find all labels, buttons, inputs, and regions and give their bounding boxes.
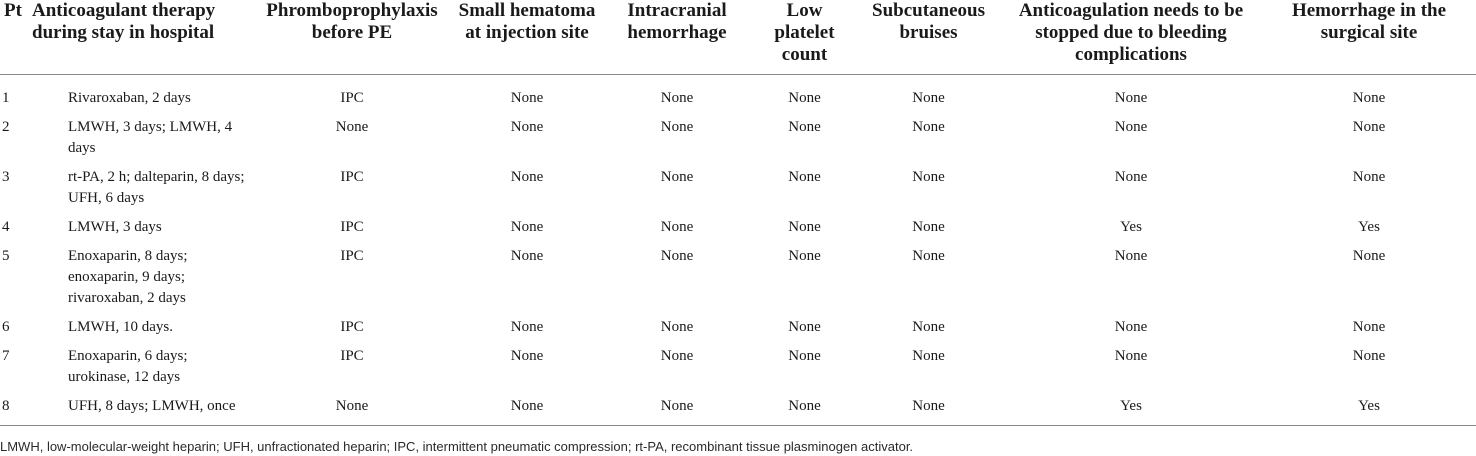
cell-surgical: None — [1352, 247, 1386, 264]
header-hematoma: Small hematoma at injection site — [452, 0, 602, 74]
cell-intracranial: None — [602, 388, 752, 426]
cell-therapy — [28, 159, 252, 209]
cell-therapy — [28, 209, 252, 238]
cell-stopped: Yes — [1120, 218, 1142, 235]
cell-platelet: None — [752, 388, 857, 426]
header-stopped: Anticoagulation needs to be stopped due to bleeding complications — [1000, 0, 1262, 74]
cell-intracranial: None — [660, 218, 694, 235]
cell-bruises: None — [912, 347, 945, 364]
cell-surgical: None — [1352, 318, 1386, 335]
cell-stopped: Yes — [1000, 388, 1262, 426]
cell-bruises: None — [912, 318, 945, 335]
cell-surgical: None — [1352, 347, 1386, 364]
cell-prophylaxis: IPC — [340, 89, 364, 106]
cell-intracranial: None — [660, 118, 694, 135]
cell-hematoma: None — [510, 168, 544, 185]
cell-pt: 3 — [2, 168, 10, 185]
cell-platelet: None — [788, 168, 821, 185]
header-bruises: Subcutaneous bruises — [857, 0, 1000, 74]
cell-therapy — [28, 309, 252, 338]
cell-hematoma: None — [452, 388, 602, 426]
table-row — [0, 109, 1476, 159]
cell-hematoma: None — [510, 118, 544, 135]
header-intracranial: Intracranial hemorrhage — [602, 0, 752, 74]
cell-platelet: None — [788, 247, 821, 264]
table-row — [0, 309, 1476, 338]
cell-pt: 7 — [2, 347, 10, 364]
table-row — [0, 388, 1476, 426]
cell-pt: 2 — [2, 118, 10, 135]
cell-prophylaxis: IPC — [340, 247, 364, 264]
table-row — [0, 238, 1476, 309]
table-body — [0, 74, 1476, 425]
cell-hematoma: None — [510, 218, 544, 235]
table-header — [0, 0, 1476, 74]
cell-therapy — [28, 338, 252, 388]
cell-therapy — [28, 109, 252, 159]
cell-platelet: None — [788, 118, 821, 135]
header-row — [0, 0, 1476, 74]
table-row — [0, 74, 1476, 109]
cell-stopped: None — [1114, 247, 1148, 264]
table-footnote: LMWH, low-molecular-weight heparin; UFH, unfractionated heparin; IPC, intermittent pneumatic compression; rt-PA, recombinant tissue plasminogen activator. — [0, 439, 914, 454]
cell-therapy-text: LMWH, 3 days; LMWH, 4 days — [68, 118, 233, 156]
cell-bruises: None — [912, 118, 945, 135]
header-therapy: Anticoagulant therapy during stay in hospital — [28, 0, 252, 74]
cell-intracranial: None — [660, 318, 694, 335]
cell-therapy — [28, 388, 252, 426]
cell-therapy-text: Enoxaparin, 6 days; urokinase, 12 days — [68, 347, 188, 385]
cell-prophylaxis: None — [252, 388, 452, 426]
cell-prophylaxis: IPC — [340, 168, 364, 185]
cell-intracranial: None — [660, 89, 694, 106]
table-row — [0, 159, 1476, 209]
cell-therapy-text: Rivaroxaban, 2 days — [68, 89, 191, 106]
cell-therapy-text: rt-PA, 2 h; dalteparin, 8 days; UFH, 6 days — [68, 168, 245, 206]
cell-surgical: Yes — [1262, 388, 1476, 426]
cell-prophylaxis: IPC — [340, 318, 364, 335]
header-prophylaxis: Phromboprophylaxis before PE — [252, 0, 452, 74]
cell-hematoma: None — [510, 318, 544, 335]
cell-prophylaxis: IPC — [340, 218, 364, 235]
cell-therapy — [28, 74, 252, 109]
cell-pt: 8 — [0, 388, 28, 426]
cell-therapy-text: LMWH, 3 days — [68, 218, 162, 235]
cell-intracranial: None — [660, 347, 694, 364]
cell-hematoma: None — [510, 347, 544, 364]
cell-stopped: None — [1114, 118, 1148, 135]
cell-stopped: None — [1114, 318, 1148, 335]
cell-platelet: None — [788, 347, 821, 364]
header-surgical: Hemorrhage in the surgical site — [1262, 0, 1476, 74]
cell-pt: 4 — [2, 218, 10, 235]
cell-bruises: None — [912, 168, 945, 185]
cell-therapy — [28, 238, 252, 309]
cell-stopped: None — [1114, 89, 1148, 106]
cell-therapy-text: UFH, 8 days; LMWH, once — [68, 397, 236, 414]
cell-pt: 5 — [2, 247, 10, 264]
cell-bruises: None — [857, 388, 1000, 426]
cell-platelet: None — [788, 318, 821, 335]
cell-surgical: Yes — [1358, 218, 1380, 235]
cell-bruises: None — [912, 89, 945, 106]
cell-prophylaxis: IPC — [340, 347, 364, 364]
cell-therapy-text: Enoxaparin, 8 days; enoxaparin, 9 days; rivaroxaban, 2 days — [68, 247, 188, 306]
cell-surgical: None — [1352, 89, 1386, 106]
cell-platelet: None — [788, 218, 821, 235]
cell-hematoma: None — [510, 247, 544, 264]
cell-stopped: None — [1114, 168, 1148, 185]
cell-surgical: None — [1352, 168, 1386, 185]
cell-pt: 1 — [2, 89, 10, 106]
cell-platelet: None — [788, 89, 821, 106]
cell-bruises: None — [912, 247, 945, 264]
cell-therapy-text: LMWH, 10 days. — [68, 318, 173, 335]
cell-hematoma: None — [510, 89, 544, 106]
table-row — [0, 209, 1476, 238]
cell-bruises: None — [912, 218, 945, 235]
table-row — [0, 338, 1476, 388]
cell-prophylaxis: None — [335, 118, 369, 135]
header-platelet: Low platelet count — [752, 0, 857, 74]
cell-surgical: None — [1352, 118, 1386, 135]
cell-intracranial: None — [660, 247, 694, 264]
cell-stopped: None — [1114, 347, 1148, 364]
cell-pt: 6 — [2, 318, 10, 335]
header-pt: Pt — [0, 0, 28, 74]
cell-intracranial: None — [660, 168, 694, 185]
